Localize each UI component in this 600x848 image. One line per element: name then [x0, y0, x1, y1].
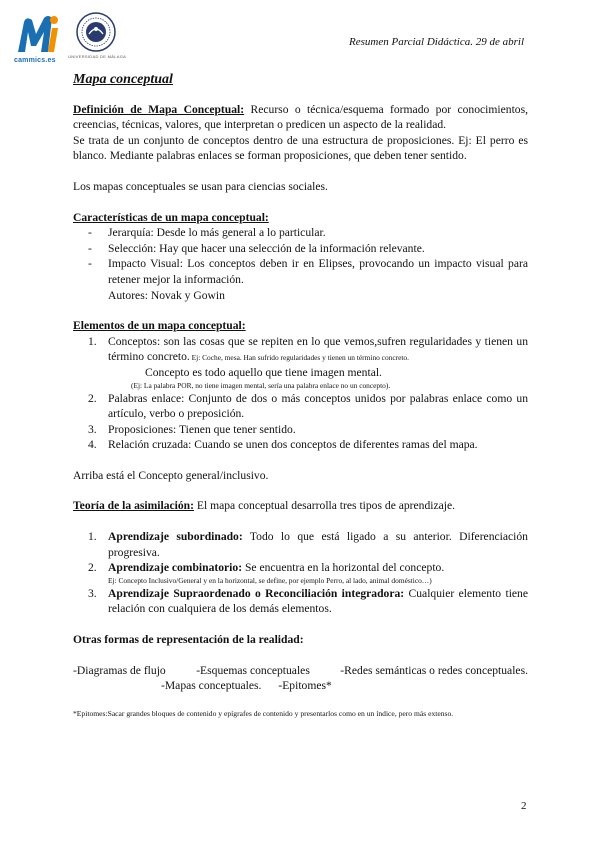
definicion-paragraph	[73, 102, 528, 133]
teoria-label: Teoría de la asimilación:	[73, 499, 194, 513]
definicion-label: Definición de Mapa Conceptual:	[73, 102, 245, 116]
teoria-paragraph: Teoría de la asimilación: El mapa conceptual desarrolla tres tipos de aprendizaje.	[73, 499, 456, 513]
page-title: Mapa conceptual	[73, 72, 173, 87]
combinatorio-example: Ej: Concepto Inclusivo/General y en la horizontal, se define, por ejemplo Perro, al lado, animal doméstico…)	[108, 575, 432, 585]
caracteristicas-list	[73, 225, 528, 287]
page-number: 2	[521, 800, 527, 812]
arriba-paragraph: Arriba está el Concepto general/inclusivo.	[73, 468, 269, 482]
cammics-logo-text: cammics.es	[14, 57, 56, 64]
uso-paragraph: Los mapas conceptuales se usan para ciencias sociales.	[73, 179, 328, 193]
header-title: Resumen Parcial Didáctica. 29 de abril	[349, 36, 524, 48]
list-item: 3. Proposiciones: Tienen que tener sentido.	[88, 422, 296, 436]
list-item: 1. Aprendizaje subordinado: Todo lo que está ligado a su anterior. Diferenciación progresiva.	[88, 530, 528, 559]
list-item: 2. Palabras enlace: Conjunto de dos o más conceptos unidos por palabras enlace como un artículo, verbo o preposición.	[88, 391, 528, 421]
concepto-example: (Ej: La palabra POR, no tiene imagen mental, sería una palabra enlace no un concepto).	[131, 380, 391, 390]
concepto-definition: Concepto es todo aquello que tiene imagen mental.	[145, 365, 382, 379]
list-item: - Selección: Hay que hacer una selección de la información relevante.	[88, 241, 425, 255]
list-item: - Impacto Visual: Los conceptos deben ir en Elipses, provocando un impacto visual para retener mejor la información.	[88, 257, 528, 286]
aprendizaje-list-cont	[73, 586, 528, 617]
aprendizaje-list	[73, 529, 528, 576]
definicion-paragraph-2: Se trata de un conjunto de conceptos dentro de una estructura de proposiciones. Ej: El perro es blanco. Mediante palabras enlaces se forman proposiciones, que deben tener sentido.	[73, 133, 528, 163]
university-seal-text: UNIVERSIDAD DE MÁLAGA	[68, 54, 127, 59]
main-content	[73, 72, 528, 719]
list-item: 1. Conceptos: son las cosas que se repiten en lo que vemos,sufren regularidades y tienen un término concreto. Ej: Coche, mesa. Han sufrido regularidades y tienen un término concreto.	[88, 334, 528, 364]
conceptos-example: Ej: Coche, mesa. Han sufrido regularidades y tienen un término concreto.	[189, 353, 409, 363]
cammics-logo	[14, 12, 62, 62]
elementos-list-cont	[73, 391, 528, 453]
list-item: 3. Aprendizaje Supraordenado o Reconciliación integradora: Cualquier elemento tiene relación con cualquiera de los demás elementos.	[88, 586, 529, 616]
university-seal	[76, 12, 116, 52]
caracteristicas-heading: Características de un mapa conceptual:	[73, 210, 269, 224]
otras-row-1: -Diagramas de flujo -Esquemas conceptuales -Redes semánticas o redes conceptuales.	[73, 663, 528, 677]
definicion-text: Recurso o técnica/esquema formado por conocimientos, creencias, técnicas, valores, que interpretan o predicen un aspecto de la realidad.	[73, 102, 528, 132]
list-item: 2. Aprendizaje combinatorio: Se encuentra en la horizontal del concepto.	[88, 561, 445, 575]
otras-heading: Otras formas de representación de la realidad:	[73, 633, 304, 647]
list-item: - Jerarquía: Desde lo más general a lo particular.	[88, 226, 326, 240]
elementos-list	[73, 334, 528, 365]
footnote: *Epitomes:Sacar grandes bloques de contenido y epígrafes de contenido y presentarlos como en un índice, pero más extenso.	[73, 708, 454, 718]
otras-row-2: -Mapas conceptuales. -Epitomes*	[161, 679, 332, 693]
autores-line: Autores: Novak y Gowin	[108, 288, 225, 302]
list-item: 4. Relación cruzada: Cuando se unen dos conceptos de diferentes ramas del mapa.	[88, 438, 478, 452]
elementos-heading: Elementos de un mapa conceptual:	[73, 319, 246, 333]
